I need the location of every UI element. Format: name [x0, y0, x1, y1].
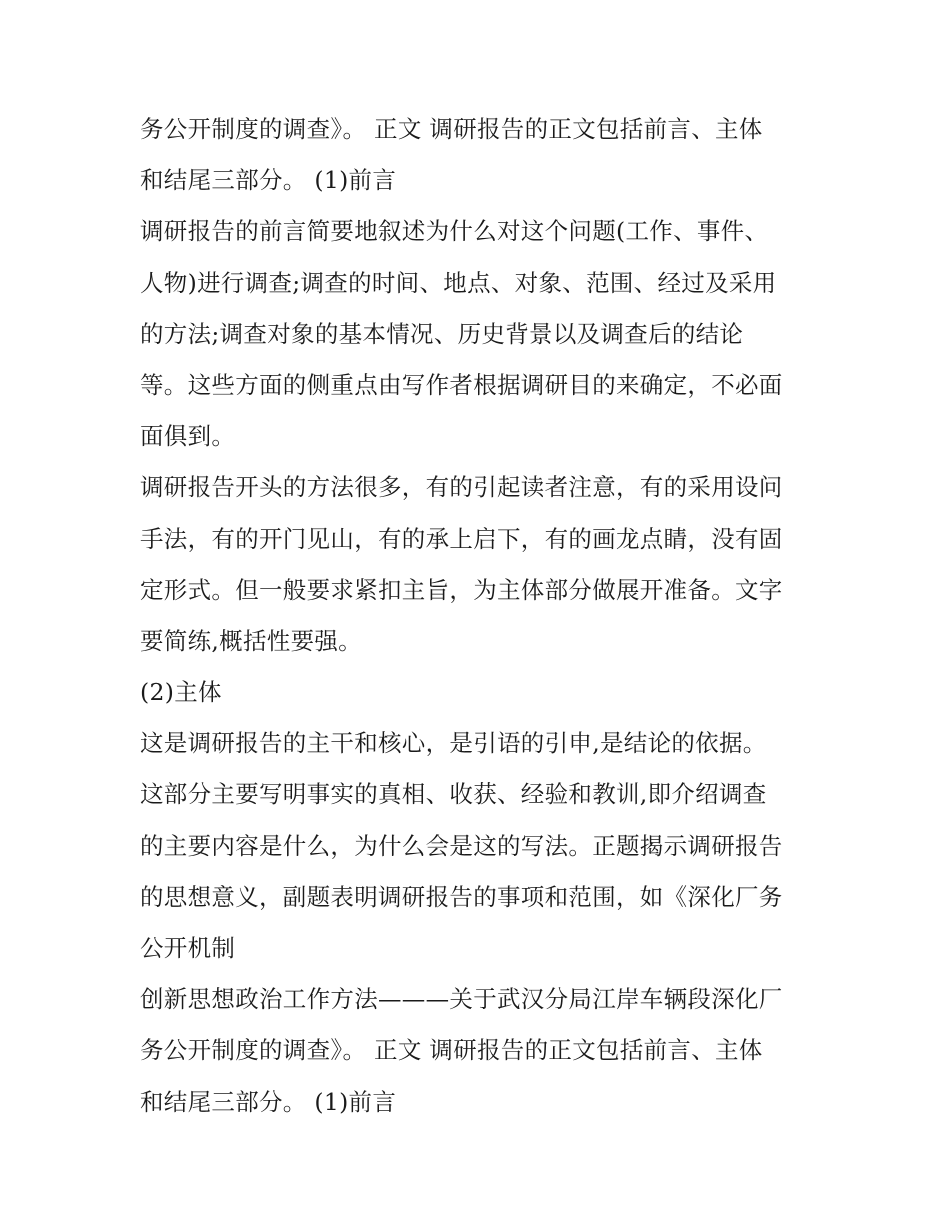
- text-line: 要简练,概括性要强。: [140, 626, 362, 655]
- text-line: 调研报告开头的方法很多，有的引起读者注意，有的采用设问: [140, 473, 783, 502]
- text-line: 等。这些方面的侧重点由写作者根据调研目的来确定，不必面: [140, 370, 783, 399]
- text-line: 面俱到。: [140, 422, 236, 451]
- text-line: 的思想意义，副题表明调研报告的事项和范围，如《深化厂务: [140, 882, 783, 911]
- text-line: 这是调研报告的主干和核心，是引语的引申,是结论的依据。: [140, 729, 767, 758]
- text-line: 调研报告的前言简要地叙述为什么对这个问题(工作、事件、: [140, 217, 769, 246]
- text-line: 这部分主要写明事实的真相、收获、经验和教训,即介绍调查: [140, 780, 767, 809]
- text-line: 和结尾三部分。 (1)前言: [140, 1087, 397, 1116]
- text-line: 人物)进行调查;调查的时间、地点、对象、范围、经过及采用: [140, 268, 777, 297]
- text-line: 创新思想政治工作方法———关于武汉分局江岸车辆段深化厂: [140, 985, 783, 1014]
- text-line: 务公开制度的调查》。 正文 调研报告的正文包括前言、主体: [140, 115, 763, 143]
- text-line: 的方法;调查对象的基本情况、历史背景以及调查后的结论: [140, 319, 744, 348]
- text-line: 和结尾三部分。 (1)前言: [140, 166, 397, 195]
- document-body: [140, 104, 820, 1128]
- text-line: 务公开制度的调查》。 正文 调研报告的正文包括前言、主体: [140, 1036, 763, 1065]
- text-line: 公开机制: [140, 934, 236, 962]
- text-line: 定形式。但一般要求紧扣主旨，为主体部分做展开准备。文字: [140, 575, 783, 604]
- text-line: 手法，有的开门见山，有的承上启下，有的画龙点睛，没有固: [140, 524, 783, 553]
- text-line: 的主要内容是什么，为什么会是这的写法。正题揭示调研报告: [140, 831, 783, 860]
- section-heading: (2)主体: [140, 678, 222, 707]
